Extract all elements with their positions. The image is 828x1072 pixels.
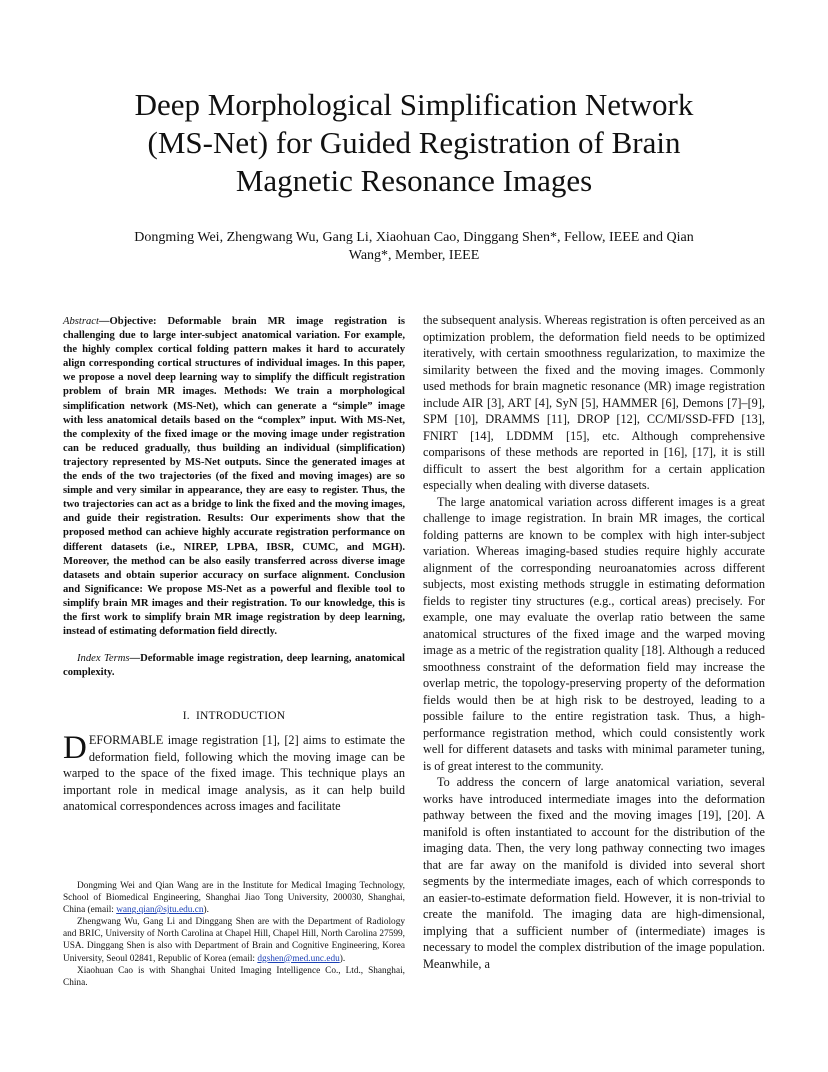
section-initial: I [195, 710, 201, 723]
right-column [423, 312, 765, 972]
author-list [80, 229, 748, 265]
paper-title [60, 86, 768, 200]
footnote-text: ). [339, 953, 346, 964]
abstract-text: —Objective: Deformable brain MR image registration is challenging due to large inter-subject anatomical variation. For example, the highly complex cortical folding pattern makes it hard to accurately align corresponding cortical structures of individual images. In this paper, we propose a novel deep learning way to simplify the difficult registration problem of brain MR images. Methods: We train a morphological simplification network (MS-Net), which can generate a “simple” image with less anatomical details based on the “complex” input. With MS-Net, the complexity of the fixed image or the moving image under registration can be reduced gradually, thus building an individual (simplification) trajectory represented by MS-Net outputs. Since the generated images at the ends of the two trajectories (of the fixed and moving images) are so simple and very similar in appearance, they are easy to register. Thus, the two trajectories can act as a bridge to link the fixed and the moving images, and guide their registration. Results: Our experiments show that the proposed method can achieve highly accurate registration performance on different datasets (i.e., NIREP, LPBA, IBSR, CUMC, and MGH). Moreover, the method can be also easily transferred across diverse image datasets and obtain superior accuracy on surface alignment. Conclusion and Significance: We propose MS-Net as a powerful and flexible tool to simplify brain MR images and their registration. To our knowledge, this is the first work to simplify brain MR image registration by deep learning, instead of estimating deformation field directly. [63, 316, 405, 638]
author-line: Wang*, Member, IEEE [348, 248, 480, 263]
abstract [63, 315, 405, 639]
section-number: I. [182, 710, 190, 723]
footnote-text: ). [203, 905, 209, 916]
drop-cap: D [63, 730, 87, 767]
email-link[interactable]: wang.qian@sjtu.edu.cn [116, 905, 204, 916]
title-line: Deep Morphological Simplification Network [134, 87, 694, 122]
body-paragraph: the subsequent analysis. Whereas registration is often perceived as an optimization problem, the deformation field needs to be optimized iteratively, with certain smoothness regularization, to maximize the similarity between the fixed and the moving images. Commonly used methods for brain magnetic resonance (MR) image registration include AIR [3], ART [4], SyN [5], HAMMER [6], Demons [7]–[9], SPM [10], DRAMMS [11], DROP [12], CC/MI/SSD-FFD [13], FNIRT [14], LDDMM [15], etc. Although comprehensive comparisons of these methods are reported in [16], [17], it is still difficult to assert the best algorithm for a certain application especially when dealing with diverse datasets. [423, 313, 765, 492]
section-title-rest: NTRODUCTION [200, 710, 286, 723]
author-line: Dongming Wei, Zhengwang Wu, Gang Li, Xiaohuan Cao, Dinggang Shen*, Fellow, IEEE and Qian [134, 230, 694, 245]
title-line: Magnetic Resonance Images [235, 163, 593, 198]
left-column [63, 315, 405, 815]
section-heading [63, 710, 405, 722]
footnote-text: Dongming Wei and Qian Wang are in the Institute for Medical Imaging Technology, School of Biomedical Engineering, Shanghai Jiao Tong University, 200030, Shanghai, China (email: [63, 881, 405, 916]
footnote [63, 916, 405, 964]
index-terms-text: —Deformable image registration, deep learning, anatomical complexity. [63, 653, 405, 679]
body-paragraph: The large anatomical variation across different images is a great challenge to image registration. In brain MR images, the cortical folding patterns are known to be complex with high inter-subject variation. Whereas imaging-based studies require highly accurate alignment of the corresponding neuroanatomies across different subjects, most existing methods struggle in estimating deformation fields to register tiny structures (e.g., cortical areas) precisely. For example, one may evaluate the overlap ratio between the same anatomical structures of the fixed image and the warped moving image as a metric of the registration quality [18]. Although a reduced smoothness constraint of the deformation field may increase the overlap metric, the topology-preserving property of the deformation fields would then be at high risk to be destroyed, leading to a possible failure to the entire registration task. Thus, a high-performance registration method, which could consistently work well for different datasets and tasks with minimal parameter tuning, is of great interest to the community. [423, 494, 765, 773]
index-terms-label: Index Terms [77, 653, 130, 665]
title-line: (MS-Net) for Guided Registration of Brain [147, 125, 681, 160]
footnote-text: Zhengwang Wu, Gang Li and Dinggang Shen are with the Department of Radiology and BRIC, University of North Carolina at Chapel Hill, Chapel Hill, North Carolina 27599, USA. Dinggang Shen is also with Department of Brain and Cognitive Engineering, Korea University, Seoul 02841, Republic of Korea (email: [63, 917, 405, 964]
footnote: Xiaohuan Cao is with Shanghai United Imaging Intelligence Co., Ltd., Shanghai, China. [63, 965, 405, 988]
intro-paragraph [63, 732, 405, 815]
intro-text: image registration [1], [2] aims to estimate the deformation field, following which the moving image can be warped to the space of the fixed image. This technique plays an important role in medical image analysis, as it can help build anatomical correspondences across images and facilitate [63, 733, 405, 814]
abstract-label: Abstract [63, 316, 99, 327]
intro-first-word: EFORMABLE [88, 733, 164, 748]
index-terms [63, 652, 405, 680]
footnote [63, 880, 405, 916]
footnotes [63, 880, 405, 989]
email-link[interactable]: dgshen@med.unc.edu [257, 953, 340, 964]
body-paragraph: To address the concern of large anatomical variation, several works have introduced intermediate images into the deformation pathway between the fixed and the moving images [19], [20]. A manifold is often instantiated to account for the distribution of the imaging data. Then, the very long pathway connecting two images that are far away on the manifold is divided into several short segments by the intermediate images, each of which corresponds to an easier-to-estimate deformation field. However, it is non-trivial to create the manifold. The imaging data are high-dimensional, implying that a sufficient number of (intermediate) images is necessary to model the complex distribution of the image population. Meanwhile, a [423, 775, 765, 971]
